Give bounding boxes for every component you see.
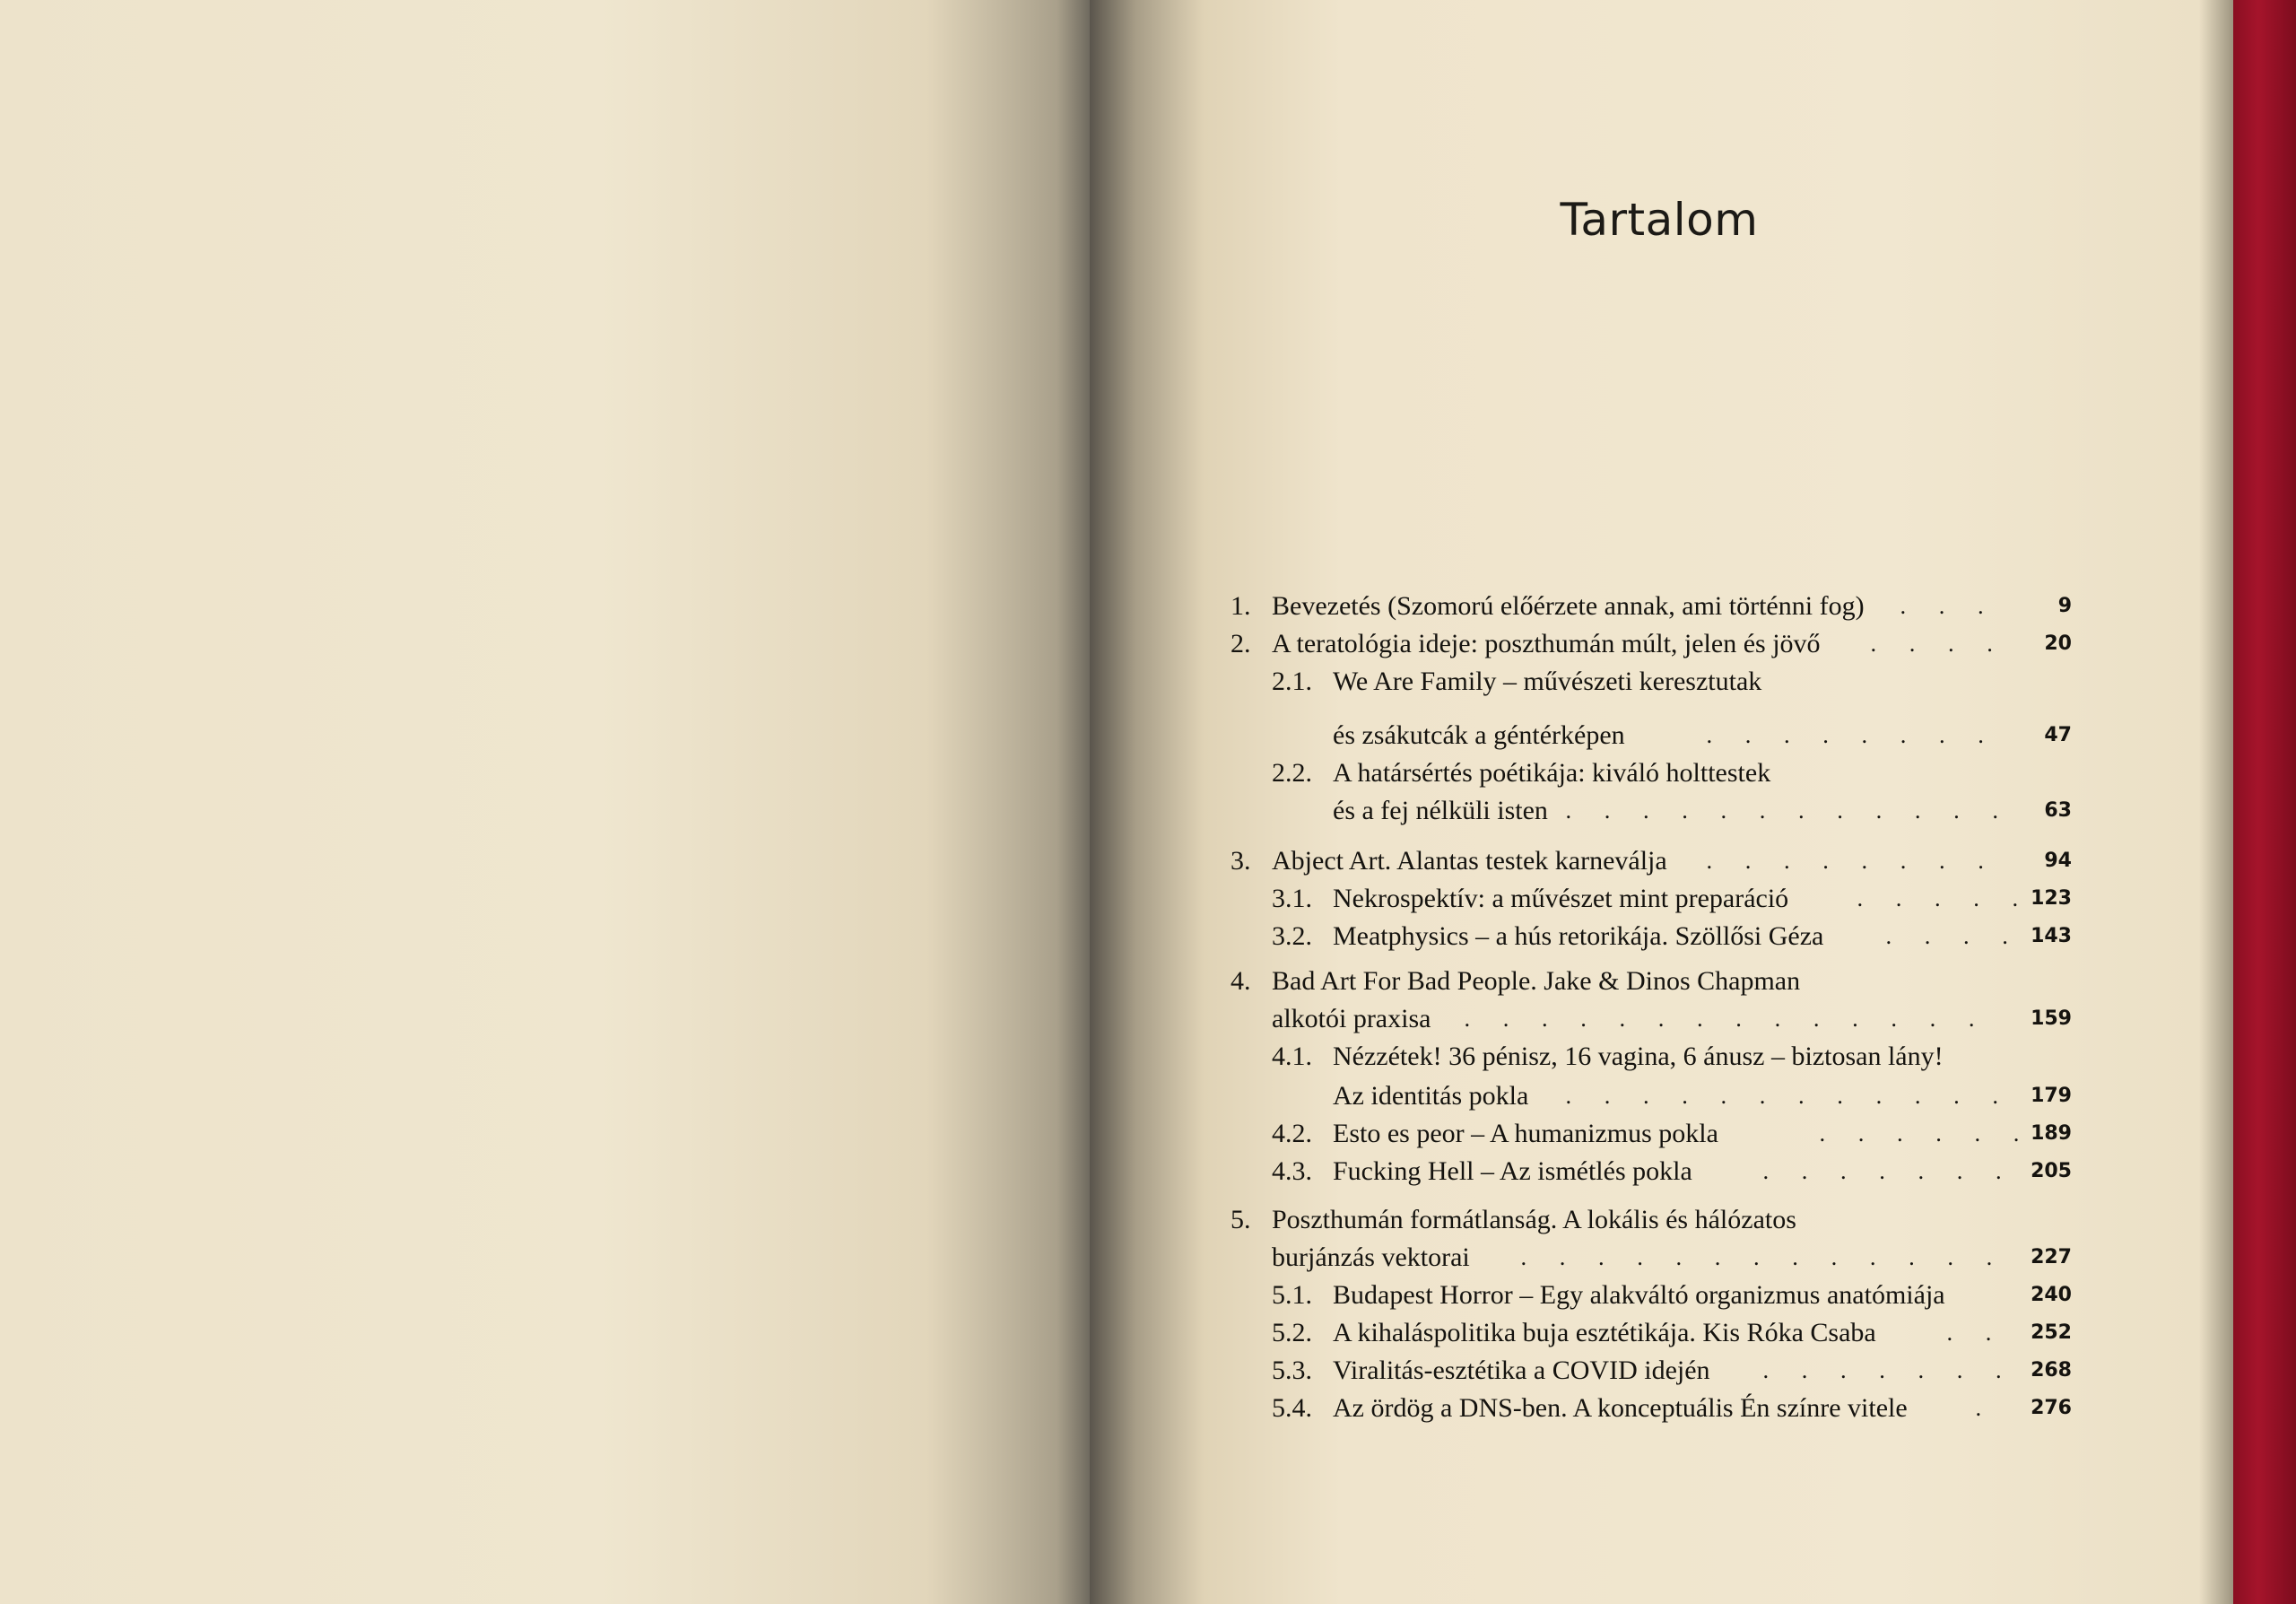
toc-entry-page: 276 — [2031, 1397, 2072, 1419]
toc-leader-dots: . . . . . . . — [1762, 1159, 2015, 1184]
toc-entry-title: Abject Art. Alantas testek karneválja — [1272, 846, 1667, 876]
toc-entry-title: Bevezetés (Szomorú előérzete annak, ami történni fog) — [1272, 591, 1865, 621]
toc-entry-page: 240 — [2031, 1284, 2072, 1306]
toc-entry-title: A határsértés poétikája: kiváló holttestek — [1333, 758, 1771, 788]
toc-leader-dots: . . . . . . . . . . . . — [1565, 798, 2012, 824]
toc-entry-page: 94 — [2044, 850, 2072, 872]
toc-entry-page: 143 — [2031, 925, 2072, 947]
toc-entry[interactable] — [0, 843, 2296, 879]
toc-entry[interactable] — [0, 1277, 2296, 1313]
toc-entry-title: Poszthumán formátlanság. A lokális és hálózatos — [1272, 1205, 1796, 1234]
toc-entry-title: Az identitás pokla — [1333, 1081, 1529, 1111]
toc-entry[interactable] — [0, 1202, 2296, 1238]
toc-entry-page: 252 — [2031, 1321, 2072, 1344]
toc-entry-title: Nézzétek! 36 pénisz, 16 vagina, 6 ánusz – biztosan lány! — [1333, 1042, 1944, 1071]
toc-entry-page: 123 — [2031, 887, 2072, 910]
toc-entry-number: 3.1. — [1272, 884, 1312, 913]
toc-entry-title: alkotói praxisa — [1272, 1004, 1431, 1033]
toc-leader-dots: . . — [1946, 1321, 2005, 1346]
toc-entry-page: 189 — [2031, 1122, 2072, 1145]
toc-entry[interactable] — [0, 1315, 2296, 1351]
toc-leader-dots: . . . . . . — [1819, 1121, 2032, 1146]
toc-entry[interactable] — [0, 664, 2296, 700]
toc-entry[interactable] — [0, 588, 2296, 624]
toc-entry-number: 4.2. — [1272, 1119, 1312, 1148]
toc-entry[interactable] — [0, 1116, 2296, 1152]
toc-entry-number: 4.1. — [1272, 1042, 1312, 1071]
toc-entry-number: 2.2. — [1272, 758, 1312, 788]
toc-entry-number: 4. — [1231, 966, 1251, 996]
toc-leader-dots: . . . . . . . . . . . . . — [1520, 1245, 2005, 1270]
toc-entry-title: Fucking Hell – Az ismétlés pokla — [1333, 1156, 1692, 1186]
toc-entry[interactable] — [0, 1154, 2296, 1190]
toc-entry[interactable] — [0, 1078, 2296, 1114]
toc-entry-number: 3. — [1231, 846, 1251, 876]
toc-entry[interactable] — [0, 1353, 2296, 1389]
toc-entry-page: 179 — [2031, 1085, 2072, 1107]
toc-leader-dots: . . . . . . . . . . . . — [1565, 1084, 2012, 1109]
toc-entry-page: 159 — [2031, 1007, 2072, 1030]
toc-entry-title: A kihaláspolitika buja esztétikája. Kis Róka Csaba — [1333, 1318, 1876, 1347]
toc-entry-title: Viralitás-esztétika a COVID idején — [1333, 1356, 1710, 1385]
toc-entry-title: Bad Art For Bad People. Jake & Dinos Chapman — [1272, 966, 1801, 996]
toc-entry-page: 20 — [2044, 632, 2072, 655]
toc-entry-number: 2. — [1231, 629, 1251, 658]
toc-entry-number: 5.1. — [1272, 1280, 1312, 1310]
toc-entry-title: Esto es peor – A humanizmus pokla — [1333, 1119, 1718, 1148]
toc-entry-title: és zsákutcák a géntérképen — [1333, 720, 1625, 750]
toc-entry[interactable] — [0, 1039, 2296, 1075]
toc-entry-page: 47 — [2044, 724, 2072, 746]
toc-entry-number: 5. — [1231, 1205, 1251, 1234]
toc-leader-dots: . . . — [1900, 594, 1997, 619]
toc-entry-page: 9 — [2057, 595, 2072, 617]
toc-leader-dots: . . . . — [1870, 632, 2006, 657]
toc-entry-title: burjánzás vektorai — [1272, 1242, 1470, 1272]
toc-leader-dots: . . . . . . . . — [1706, 723, 1997, 748]
page-title: Tartalom — [1560, 194, 1759, 246]
toc-entry[interactable] — [0, 755, 2296, 791]
toc-entry-number: 3.2. — [1272, 921, 1312, 951]
toc-entry-title: Nekrospektív: a művészet mint preparáció — [1333, 884, 1789, 913]
toc-entry-page: 227 — [2031, 1246, 2072, 1268]
toc-entry[interactable] — [0, 963, 2296, 999]
toc-entry[interactable] — [0, 881, 2296, 917]
toc-entry-title: Az ördög a DNS-ben. A konceptuális Én színre vitele — [1333, 1393, 1908, 1423]
toc-entry-title: Budapest Horror – Egy alakváltó organizmus anatómiája — [1333, 1280, 1945, 1310]
toc-entry-number: 4.3. — [1272, 1156, 1312, 1186]
toc-entry-number: 5.3. — [1272, 1356, 1312, 1385]
toc-entry[interactable] — [0, 1240, 2296, 1276]
toc-leader-dots: . . . . . . . — [1762, 1358, 2015, 1383]
toc-entry[interactable] — [0, 718, 2296, 754]
toc-entry-title: és a fej nélküli isten — [1333, 796, 1548, 825]
toc-entry-number: 1. — [1231, 591, 1251, 621]
toc-entry-page: 63 — [2044, 799, 2072, 822]
toc-entry[interactable] — [0, 793, 2296, 829]
toc-entry-page: 268 — [2031, 1359, 2072, 1382]
toc-entry-title: Meatphysics – a hús retorikája. Szöllősi Géza — [1333, 921, 1824, 951]
toc-entry-page: 205 — [2031, 1160, 2072, 1182]
toc-entry[interactable] — [0, 919, 2296, 955]
toc-entry-number: 2.1. — [1272, 667, 1312, 696]
toc-leader-dots: . . . . . . . . — [1706, 849, 1997, 874]
toc-leader-dots: . . . . — [1885, 924, 2022, 949]
toc-entry[interactable] — [0, 1001, 2296, 1037]
toc-entry[interactable] — [0, 626, 2296, 662]
toc-entry[interactable] — [0, 1390, 2296, 1426]
toc-entry-number: 5.4. — [1272, 1393, 1312, 1423]
toc-entry-number: 5.2. — [1272, 1318, 1312, 1347]
toc-leader-dots: . . . . . — [1857, 886, 2031, 911]
toc-entry-title: We Are Family – művészeti keresztutak — [1333, 667, 1762, 696]
toc-entry-title: A teratológia ideje: poszthumán múlt, jelen és jövő — [1272, 629, 1821, 658]
toc-leader-dots: . . . . . . . . . . . . . . — [1464, 1007, 1987, 1032]
toc-leader-dots: . — [1975, 1396, 1995, 1421]
